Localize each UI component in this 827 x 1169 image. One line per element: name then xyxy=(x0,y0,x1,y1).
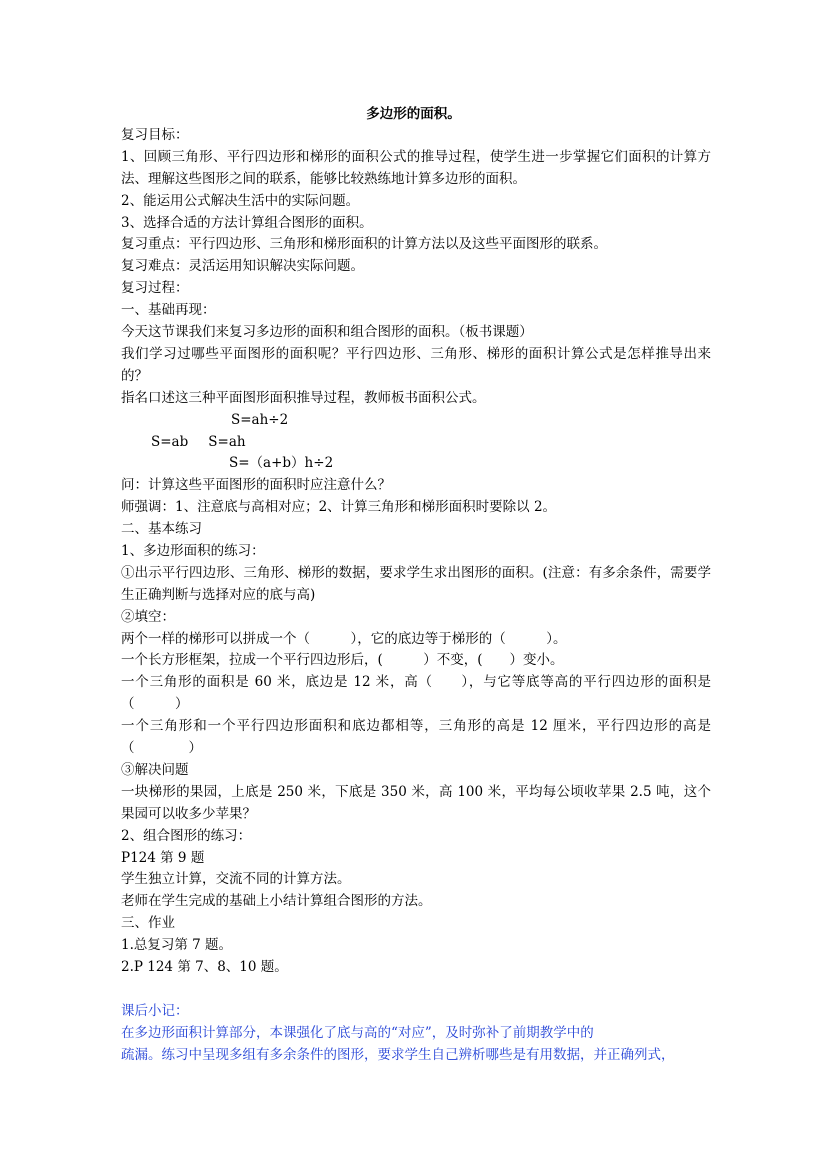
paragraph: 两个一样的梯形可以拼成一个（ ），它的底边等于梯形的（ ）。 xyxy=(121,630,567,647)
paragraph: 复习重点：平行四边形、三角形和梯形面积的计算方法以及这些平面图形的联系。 xyxy=(121,236,607,253)
formula-trapezoid xyxy=(121,453,711,475)
paragraph: 今天这节课我们来复习多边形的面积和组合图形的面积。（板书课题） xyxy=(121,324,533,341)
paragraph: 学生独立计算，交流不同的计算方法。 xyxy=(121,871,351,888)
formula-rectangle: S=ab xyxy=(151,433,189,450)
spacer xyxy=(121,979,711,1001)
paragraph: 师强调：1、注意底与高相对应；2、计算三角形和梯形面积时要除以 2。 xyxy=(121,499,557,516)
section-heading: 二、基本练习 xyxy=(121,521,202,538)
paragraph: 老师在学生完成的基础上小结计算组合图形的方法。 xyxy=(121,893,432,910)
paragraph: 2.P 124 第 7、8、10 题。 xyxy=(121,959,288,976)
notes-line: 在多边形面积计算部分，本课强化了底与高的“对应”，及时弥补了前期教学中的 xyxy=(121,1024,594,1041)
paragraph: 2、能运用公式解决生活中的实际问题。 xyxy=(121,192,360,209)
formula-row xyxy=(121,432,711,454)
paragraph: 复习难点：灵活运用知识解决实际问题。 xyxy=(121,258,364,275)
document-title: 多边形的面积。 xyxy=(366,106,461,122)
paragraph: 指名口述这三种平面图形面积推导过程，教师板书面积公式。 xyxy=(121,389,486,406)
formula-triangle xyxy=(121,410,711,432)
paragraph: ③解决问题 xyxy=(121,761,189,778)
paragraph: ②填空： xyxy=(121,608,175,625)
formula-text: S=ah÷2 xyxy=(231,411,289,428)
paragraph: 2、组合图形的练习： xyxy=(121,827,252,844)
formula-text: S=（a+b）h÷2 xyxy=(229,455,334,472)
paragraph: 复习目标： xyxy=(121,127,189,143)
paragraph: 1、回顾三角形、平行四边形和梯形的面积公式的推导过程，使学生进一步掌握它们面积的计算方法、理解这些图形之间的联系，能够比较熟练地计算多边形的面积。 xyxy=(121,148,711,187)
paragraph: 一个三角形的面积是 60 米，底边是 12 米，高（ ），与它等底等高的平行四边形的面积是（ ） xyxy=(121,674,711,713)
paragraph: P124 第 9 题 xyxy=(121,849,205,866)
paragraph: 3、选择合适的方法计算组合图形的面积。 xyxy=(121,214,373,231)
section-heading: 三、作业 xyxy=(121,915,175,932)
paragraph: 复习过程： xyxy=(121,280,189,297)
paragraph: 我们学习过哪些平面图形的面积呢？平行四边形、三角形、梯形的面积计算公式是怎样推导出来的？ xyxy=(121,345,711,384)
notes-line: 疏漏。练习中呈现多组有多余条件的图形，要求学生自己辨析哪些是有用数据，并正确列式， xyxy=(121,1046,675,1063)
section-heading: 一、基础再现： xyxy=(121,302,216,319)
formula-parallelogram: S=ah xyxy=(208,433,246,450)
notes-heading: 课后小记： xyxy=(121,1002,189,1019)
paragraph: 一个长方形框架，拉成一个平行四边形后，( ）不变，( ）变小。 xyxy=(121,652,564,669)
paragraph: 问：计算这些平面图形的面积时应注意什么？ xyxy=(121,477,391,494)
paragraph: 一块梯形的果园，上底是 250 米，下底是 350 米，高 100 米，平均每公顷收苹果 2.5 吨，这个果园可以收多少苹果？ xyxy=(121,783,711,822)
paragraph: ①出示平行四边形、三角形、梯形的数据，要求学生求出图形的面积。(注意：有多余条件，需要学生正确判断与选择对应的底与高) xyxy=(121,564,711,603)
document-body xyxy=(121,125,711,1066)
paragraph: 1、多边形面积的练习： xyxy=(121,542,265,559)
paragraph: 1.总复习第 7 题。 xyxy=(121,937,233,954)
paragraph: 一个三角形和一个平行四边形面积和底边都相等，三角形的高是 12 厘米，平行四边形的高是（ ） xyxy=(121,718,711,757)
